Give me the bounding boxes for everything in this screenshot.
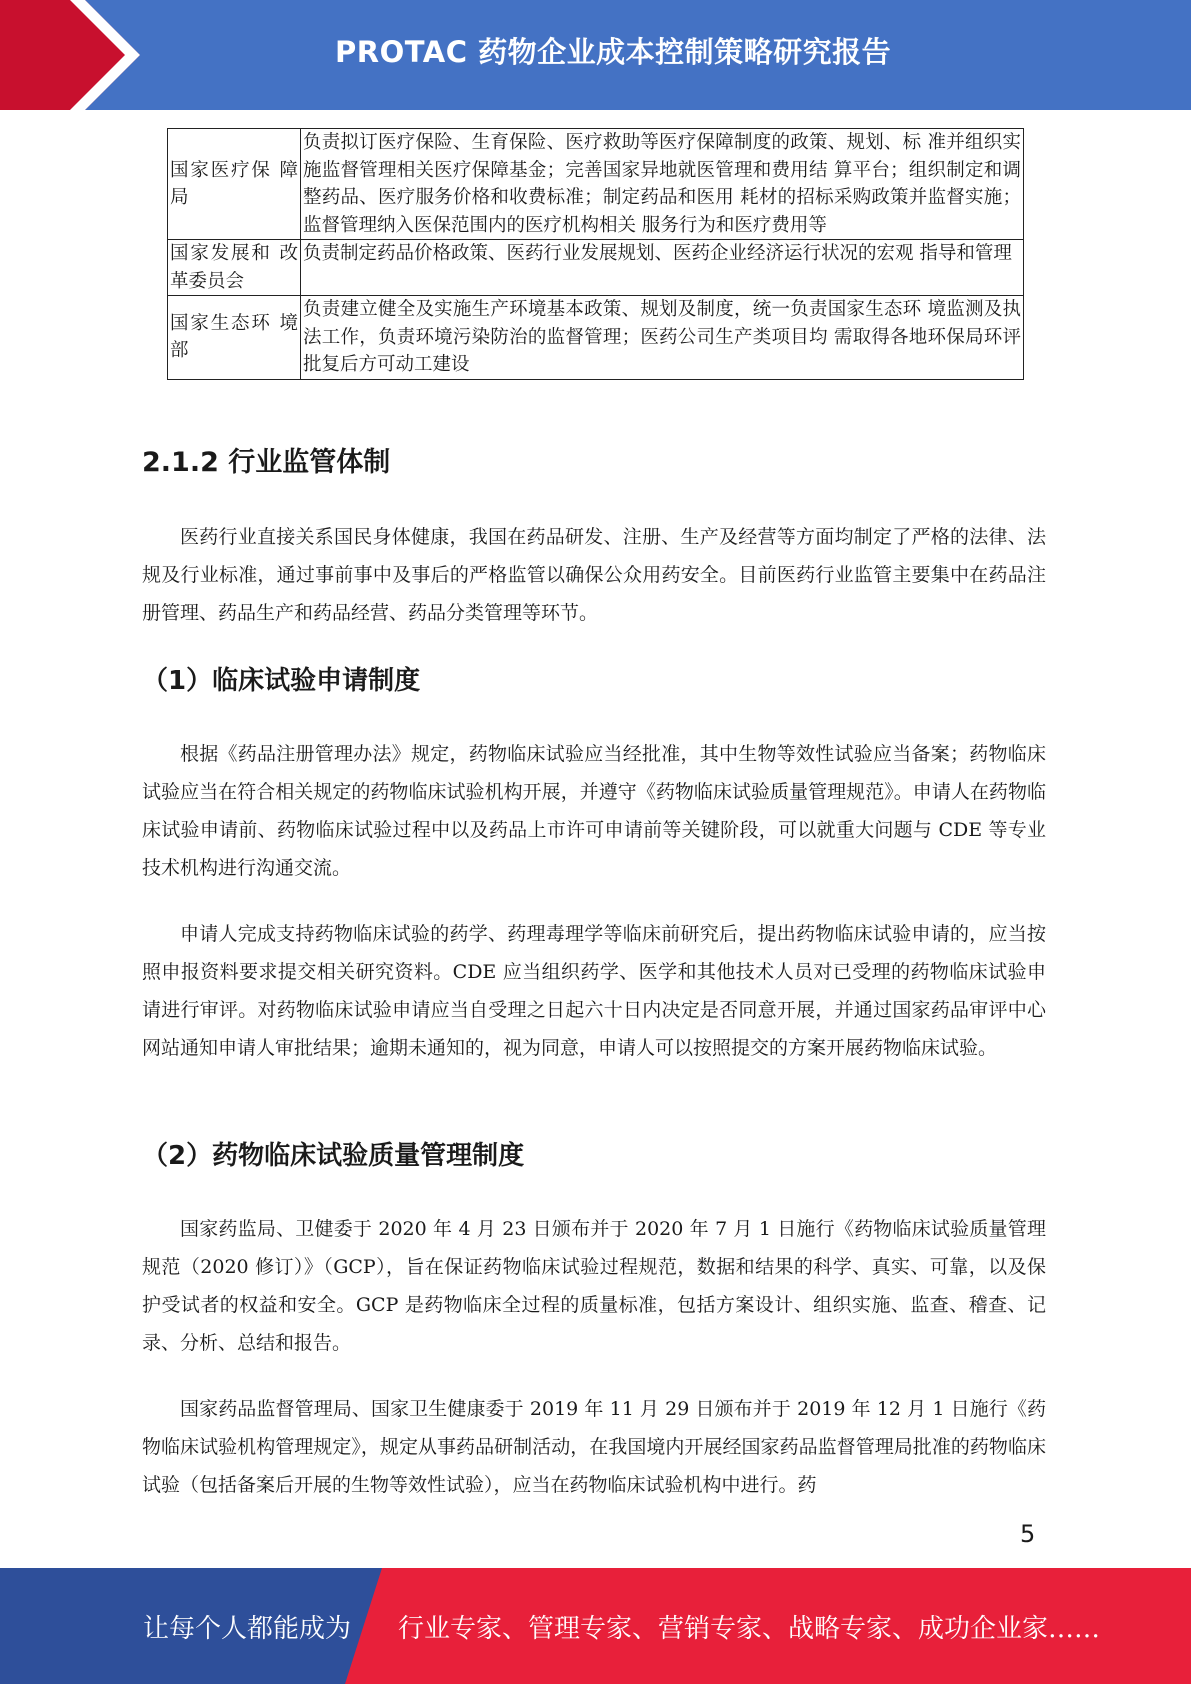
table-cell-dept: 国家生态环 境部: [168, 296, 301, 380]
table-cell-duty: 负责建立健全及实施生产环境基本政策、规划及制度，统一负责国家生态环 境监测及执法工作，负责环境污染防治的监督管理；医药公司生产类项目均 需取得各地环保局环评批复后方可动工建设: [301, 296, 1024, 380]
table-cell-duty: 负责拟订医疗保险、生育保险、医疗救助等医疗保障制度的政策、规划、标 准并组织实施监督管理相关医疗保障基金；完善国家异地就医管理和费用结 算平台；组织制定和调整药品、医疗服务价格和收费标准；制定药品和医用 耗材的招标采购政策并监督实施；监督管理纳入医保范围内的医疗机构相关 服务行为和医疗费用等: [301, 129, 1024, 240]
paragraph: 申请人完成支持药物临床试验的药学、药理毒理学等临床前研究后，提出药物临床试验申请的，应当按照申报资料要求提交相关研究资料。CDE 应当组织药学、医学和其他技术人员对已受理的药物临床试验申请进行审评。对药物临床试验申请应当自受理之日起六十日内决定是否同意开展，并通过国家药品审评中心网站通知申请人审批结果；逾期未通知的，视为同意，申请人可以按照提交的方案开展药物临床试验。: [142, 923, 1046, 1059]
paragraph: 国家药品监督管理局、国家卫生健康委于 2019 年 11 月 29 日颁布并于 2019 年 12 月 1 日施行《药物临床试验机构管理规定》，规定从事药品研制活动，在我国境内开展经国家药品监督管理局批准的药物临床试验（包括备案后开展的生物等效性试验），应当在药物临床试验机构中进行。药: [142, 1398, 1046, 1496]
paragraph: 国家药监局、卫健委于 2020 年 4 月 23 日颁布并于 2020 年 7 月 1 日施行《药物临床试验质量管理规范（2020 修订）》（GCP），旨在保证药物临床试验过程规范，数据和结果的科学、真实、可靠，以及保护受试者的权益和安全。GCP 是药物临床全过程的质量标准，包括方案设计、组织实施、监查、稽查、记录、分析、总结和报告。: [142, 1218, 1046, 1354]
document-title: PROTAC 药物企业成本控制策略研究报告: [335, 35, 892, 69]
subsection-heading-1: （1）临床试验申请制度: [142, 666, 421, 696]
table-cell-dept: 国家医疗保 障局: [168, 129, 301, 240]
page-footer: [0, 1568, 1191, 1684]
section-heading: 2.1.2 行业监管体制: [142, 447, 391, 478]
regulatory-agencies-table: [167, 128, 1024, 380]
paragraph: 根据《药品注册管理办法》规定，药物临床试验应当经批准，其中生物等效性试验应当备案；药物临床试验应当在符合相关规定的药物临床试验机构开展，并遵守《药物临床试验质量管理规范》。申请人在药物临床试验申请前、药物临床试验过程中以及药品上市许可申请前等关键阶段，可以就重大问题与 CDE 等专业技术机构进行沟通交流。: [142, 743, 1046, 879]
header-arrow-decoration: [0, 0, 160, 110]
subsection-heading-2: （2）药物临床试验质量管理制度: [142, 1141, 525, 1171]
table-cell-duty: 负责制定药品价格政策、医药行业发展规划、医药企业经济运行状况的宏观 指导和管理: [301, 240, 1024, 296]
page-number: 5: [1020, 1520, 1036, 1548]
page-header: [0, 0, 1191, 110]
table-cell-dept: 国家发展和 改革委员会: [168, 240, 301, 296]
footer-slogan-left: 让每个人都能成为: [143, 1614, 352, 1644]
table-row: [168, 129, 1024, 240]
footer-slogan-right: 行业专家、管理专家、营销专家、战略专家、成功企业家……: [398, 1614, 1101, 1644]
table-row: [168, 296, 1024, 380]
table-row: [168, 240, 1024, 296]
section-intro-paragraph: 医药行业直接关系国民身体健康，我国在药品研发、注册、生产及经营等方面均制定了严格的法律、法规及行业标准，通过事前事中及事后的严格监管以确保公众用药安全。目前医药行业监管主要集中在药品注册管理、药品生产和药品经营、药品分类管理等环节。: [142, 526, 1046, 624]
